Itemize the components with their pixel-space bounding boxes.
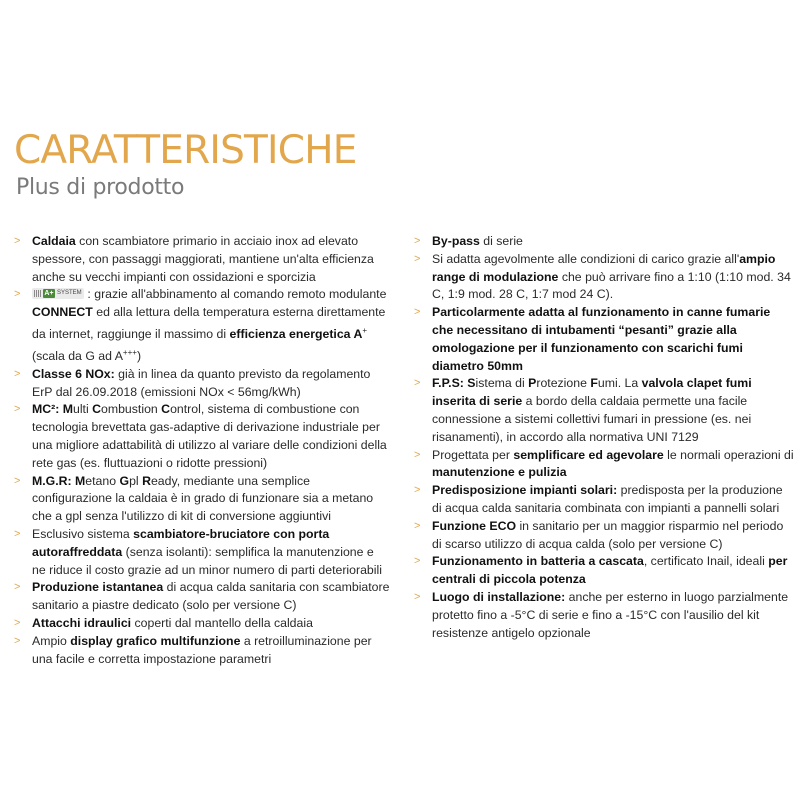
feature-attacchi-idraulici: > Attacchi idraulici coperti dal mantello della caldaia [14, 615, 390, 633]
page-subtitle: Plus di prodotto [16, 175, 185, 200]
feature-funzione-eco: > Funzione ECO in sanitario per un maggior risparmio nel periodo di scarso utilizzo di acqua calda (solo per versione C) [414, 518, 794, 554]
feature-produzione-istantanea: > Produzione istantanea di acqua calda sanitaria con scambiatore sanitario a piastre dedicato (solo per versione C) [14, 579, 390, 615]
feature-impianti-solari: > Predisposizione impianti solari: predisposta per la produzione di acqua calda sanitaria combinata con impianti a pannelli solari [414, 482, 794, 518]
feature-by-pass: > By-pass di serie [414, 233, 794, 251]
feature-fps: > F.P.S: Sistema di Protezione Fumi. La valvola clapet fumi inserita di serie a bordo della caldaia permette una facile connessione a sistemi collettivi fumari in pressione (es. nei risanamenti), in accordo alla normativa UNI 7129 [414, 375, 794, 446]
feature-scambiatore-bruciatore: > Esclusivo sistema scambiatore-bruciatore con porta autoraffreddata (senza isolanti): semplifica la manutenzione e ne riduce il costo grazie ad un minor numero di parti deteriorabili [14, 526, 390, 579]
feature-canne-fumarie: > Particolarmente adatta al funzionamento in canne fumarie che necessitano di intubamenti “pesanti” grazie alla omologazione per il funzionamento con scarichi fumi diametro 50mm [414, 304, 794, 375]
aplus-system-logo-icon: > A+ SYSTEM [32, 288, 84, 299]
feature-range-modulazione: > Si adatta agevolmente alle condizioni di carico grazie all'ampio range di modulazione che può arrivare fino a 1:10 (1:10 mod. 34 C, 1:9 mod. 28 C, 1:7 mod 24 C). [414, 251, 794, 304]
feature-batteria-cascata: > Funzionamento in batteria a cascata, certificato Inail, ideali per centrali di piccola potenza [414, 553, 794, 589]
feature-classe-6-nox: > Classe 6 NOx: già in linea da quanto previsto da regolamento ErP dal 26.09.2018 (emissioni NOx < 56mg/kWh) [14, 366, 390, 402]
features-left-column [14, 233, 390, 668]
features-right-column [414, 233, 794, 642]
feature-aplus-system: > A+ SYSTEM : grazie all'abbinamento al comando remoto modulante CONNECT ed alla lettura della temperatura esterna direttamente da internet, raggiunge il massimo di efficienza energetica A+ (scala da G ad A+++) [14, 286, 390, 365]
feature-mc2: > MC²: Multi Combustion Control, sistema di combustione con tecnologia brevettata gas-adaptive di derivazione industriale per una migliore adattabilità di utilizzo al variare delle condizioni della rete gas (es. fluttuazioni o ridotte pressioni) [14, 401, 390, 472]
page-title: CARATTERISTICHE [14, 128, 357, 173]
feature-luogo-installazione: > Luogo di installazione: anche per esterno in luogo parzialmente protetto fino a -5°C di serie e fino a -15°C con l'ausilio del kit resistenze antigelo opzionale [414, 589, 794, 642]
feature-mgr: > M.G.R: Metano Gpl Ready, mediante una semplice configurazione la caldaia è in grado di funzionare sia a metano che a gpl senza l'utilizzo di kit di conversione aggiuntivi [14, 473, 390, 526]
feature-display-grafico: > Ampio display grafico multifunzione a retroilluminazione per una facile e corretta impostazione parametri [14, 633, 390, 669]
feature-caldaia: > Caldaia con scambiatore primario in acciaio inox ad elevato spessore, con passaggi maggiorati, mantiene un'alta efficienza anche su vecchi impianti con ossidazioni e sporcizia [14, 233, 390, 286]
feature-manutenzione: > Progettata per semplificare ed agevolare le normali operazioni di manutenzione e pulizia [414, 447, 794, 483]
